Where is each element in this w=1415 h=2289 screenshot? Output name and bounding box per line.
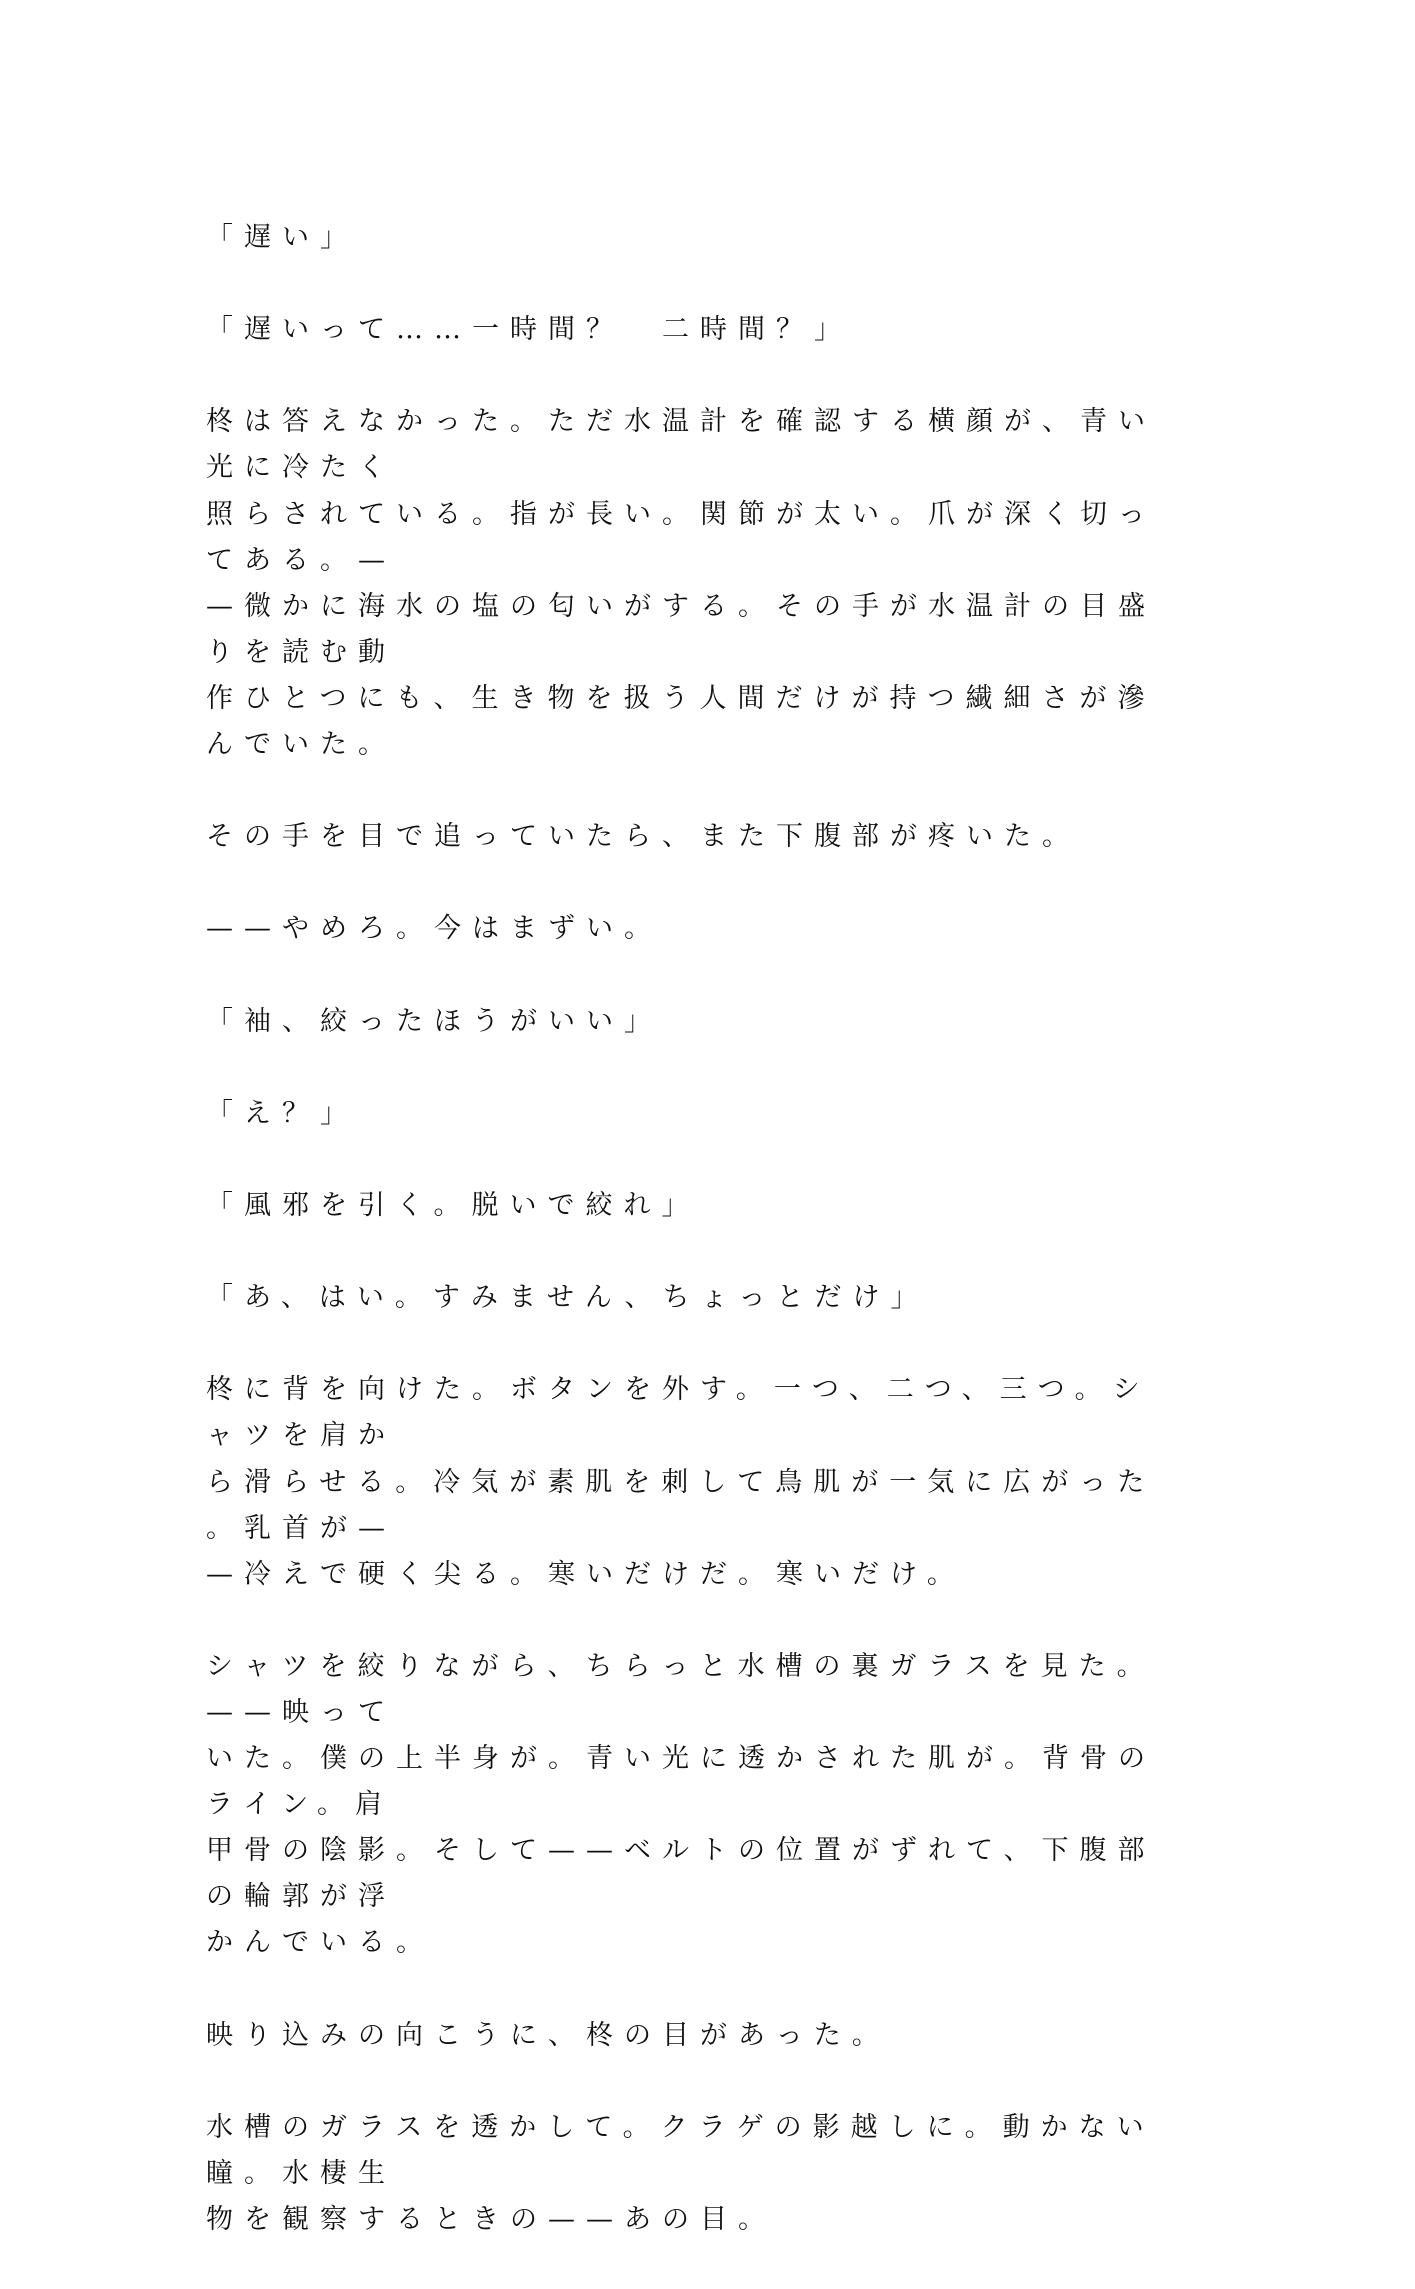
text-line: 作ひとつにも、生き物を扱う人間だけが持つ繊細さが滲んでいた。 bbox=[206, 682, 1156, 761]
paragraph bbox=[206, 215, 1170, 261]
text-line: 物を観察するときの——あの目。 bbox=[206, 2204, 776, 2236]
text-line: かんでいる。 bbox=[206, 1927, 434, 1959]
text-line: 「え？」 bbox=[206, 1097, 358, 1129]
paragraph bbox=[206, 1644, 1170, 1967]
text-line: 照らされている。指が長い。関節が太い。爪が深く切ってある。— bbox=[206, 498, 1156, 576]
paragraph bbox=[206, 2013, 1170, 2059]
text-line: ——やめろ。今はまずい。 bbox=[206, 913, 662, 945]
text-line: 水槽のガラスを透かして。クラゲの影越しに。動かない瞳。水棲生 bbox=[206, 2111, 1155, 2189]
text-line: 「あ、はい。すみません、ちょっとだけ」 bbox=[206, 1282, 929, 1314]
text-line: 「遅い」 bbox=[206, 222, 358, 253]
paragraph bbox=[206, 399, 1170, 768]
paragraph bbox=[206, 307, 1170, 353]
text-line: 「遅いって……一時間？ 二時間？」 bbox=[206, 314, 852, 346]
text-line: 柊に背を向けた。ボタンを外す。一つ、二つ、三つ。シャツを肩か bbox=[206, 1374, 1151, 1452]
text-line: 「袖、絞ったほうがいい」 bbox=[206, 1005, 662, 1037]
paragraph bbox=[206, 1275, 1170, 1321]
text-line: 甲骨の陰影。そして——ベルトの位置がずれて、下腹部の輪郭が浮 bbox=[206, 1835, 1156, 1913]
text-line: —冷えで硬く尖る。寒いだけだ。寒いだけ。 bbox=[206, 1558, 965, 1590]
text-line: その手を目で追っていたら、また下腹部が疼いた。 bbox=[206, 821, 1080, 853]
text-line: シャツを絞りながら、ちらっと水槽の裏ガラスを見た。——映って bbox=[206, 1650, 1155, 1728]
text-line: —微かに海水の塩の匂いがする。その手が水温計の目盛りを読む動 bbox=[206, 590, 1156, 668]
text-line: ら滑らせる。冷気が素肌を刺して鳥肌が一気に広がった。乳首が— bbox=[206, 1466, 1156, 1544]
paragraph bbox=[206, 906, 1170, 952]
text-line: いた。僕の上半身が。青い光に透かされた肌が。背骨のライン。肩 bbox=[206, 1743, 1156, 1821]
document-body bbox=[206, 215, 1170, 2289]
paragraph bbox=[206, 999, 1170, 1045]
text-line: 映り込みの向こうに、柊の目があった。 bbox=[206, 2019, 890, 2051]
paragraph bbox=[206, 1091, 1170, 1137]
paragraph bbox=[206, 1367, 1170, 1597]
paragraph bbox=[206, 1183, 1170, 1229]
text-line: 柊は答えなかった。ただ水温計を確認する横顔が、青い光に冷たく bbox=[206, 406, 1156, 484]
text-line: 「風邪を引く。脱いで絞れ」 bbox=[206, 1189, 700, 1221]
paragraph bbox=[206, 814, 1170, 860]
paragraph bbox=[206, 2105, 1170, 2243]
